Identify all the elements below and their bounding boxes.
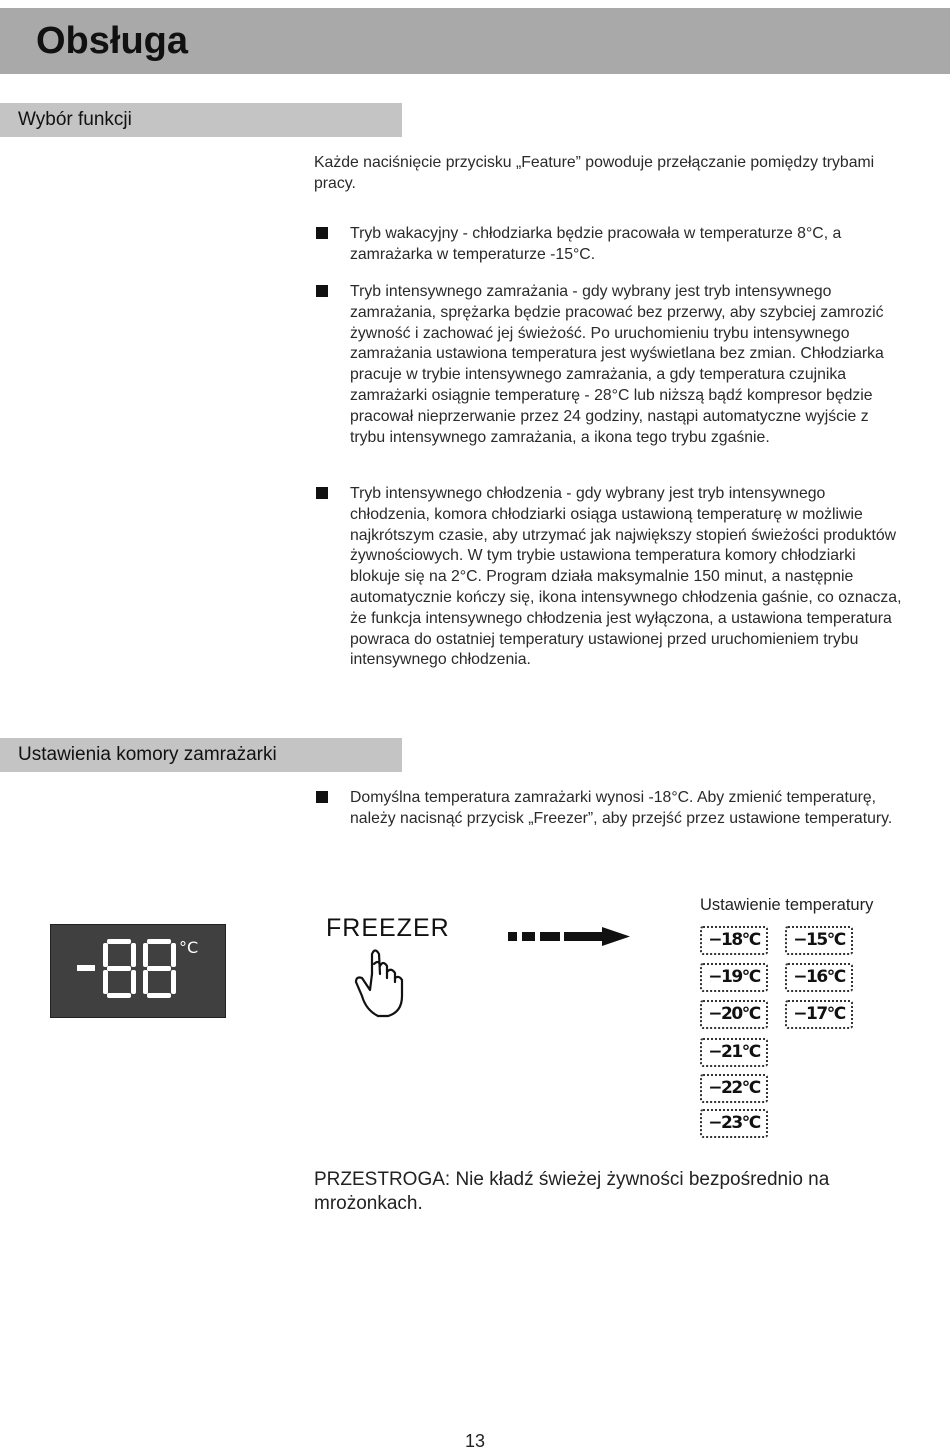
bullet-text: Tryb intensywnego chłodzenia - gdy wybrany jest tryb intensywnego chłodzenia, komora chłodziarki osiąga ustawioną temperaturę w możliwie najkrótszym czasie, aby utrzymać jak największy stopień świeżości produktów żywnościowych. W tym trybie ustawiona temperatura komory chłodziarki blokuje się na 2°C. Program działa maksymalnie 150 minut, a następnie automatycznie kończy się, ikona intensywnego chłodzenia gaśnie, co oznacza, że funkcja intensywnego chłodzenia jest wyłączona, a ustawiona temperatura powraca do ostatniej temperatury ustawionej przed uruchomieniem trybu intensywnego chłodzenia. xyxy=(350,485,902,669)
feature-intro-text: Każde naciśnięcie przycisku „Feature” powoduje przełączanie pomiędzy trybami pracy. xyxy=(314,154,875,192)
lcd-display xyxy=(50,924,226,1018)
page-header xyxy=(0,8,950,74)
temp-option-minus-15: −15°C xyxy=(785,926,853,955)
page-number: 13 xyxy=(464,1431,486,1451)
bullet-square-icon xyxy=(316,227,328,239)
bullet-square-icon xyxy=(316,487,328,499)
section-heading-label: Wybór funkcji xyxy=(18,109,132,130)
bullet-text: Tryb wakacyjny - chłodziarka będzie pracowała w temperaturze 8°C, a zamrażarka w temperaturze -15°C. xyxy=(350,225,842,263)
bullet-text: Domyślna temperatura zamrażarki wynosi -18°C. Aby zmienić temperaturę, należy nacisnąć przycisk „Freezer”, aby przejść przez ustawione temperatury. xyxy=(350,789,893,827)
section-heading-feature xyxy=(0,103,402,137)
freezer-button-label: FREEZER xyxy=(326,914,450,942)
temp-option-minus-21: −21°C xyxy=(700,1038,768,1067)
bullet-text: Tryb intensywnego zamrażania - gdy wybrany jest tryb intensywnego zamrażania, sprężarka będzie pracować bez przerwy, aby szybciej zamrozić żywność i zachować jej świeżość. Po uruchomieniu trybu intensywnego zamrażania ustawiona temperatura jest wyświetlana bez zmian. Chłodziarka pracuje w trybie intensywnego zamrażania, a gdy temperatura czujnika zamrażarki osiągnie temperaturę - 28°C lub niższą bądź kompresor będzie pracował nieprzerwanie przez 24 godziny, nastąpi automatyczne wyjście z trybu intensywnego zamrażania, a ikona tego trybu zgaśnie. xyxy=(350,283,884,446)
arrow-right-icon xyxy=(506,924,636,950)
temp-option-minus-23: −23°C xyxy=(700,1109,768,1138)
lcd-digits-graphic xyxy=(51,925,225,1017)
bullet-square-icon xyxy=(316,285,328,297)
temp-option-minus-18: −18°C xyxy=(700,926,768,955)
section-heading-label: Ustawienia komory zamrażarki xyxy=(18,744,277,765)
temp-option-minus-16: −16°C xyxy=(785,963,853,992)
temperature-settings-caption: Ustawienie temperatury xyxy=(700,896,874,914)
bullet-square-icon xyxy=(316,791,328,803)
warning-text: PRZESTROGA: Nie kładź świeżej żywności bezpośrednio na mrożonkach. xyxy=(314,1169,830,1214)
finger-press-icon xyxy=(348,944,418,1024)
temp-option-minus-20: −20°C xyxy=(700,1000,768,1029)
temp-option-minus-19: −19°C xyxy=(700,963,768,992)
temp-option-minus-22: −22°C xyxy=(700,1074,768,1103)
temp-option-minus-17: −17°C xyxy=(785,1000,853,1029)
section-heading-freezer-settings xyxy=(0,738,402,772)
lcd-unit: °C xyxy=(179,938,199,957)
page-title: Obsługa xyxy=(36,20,189,62)
